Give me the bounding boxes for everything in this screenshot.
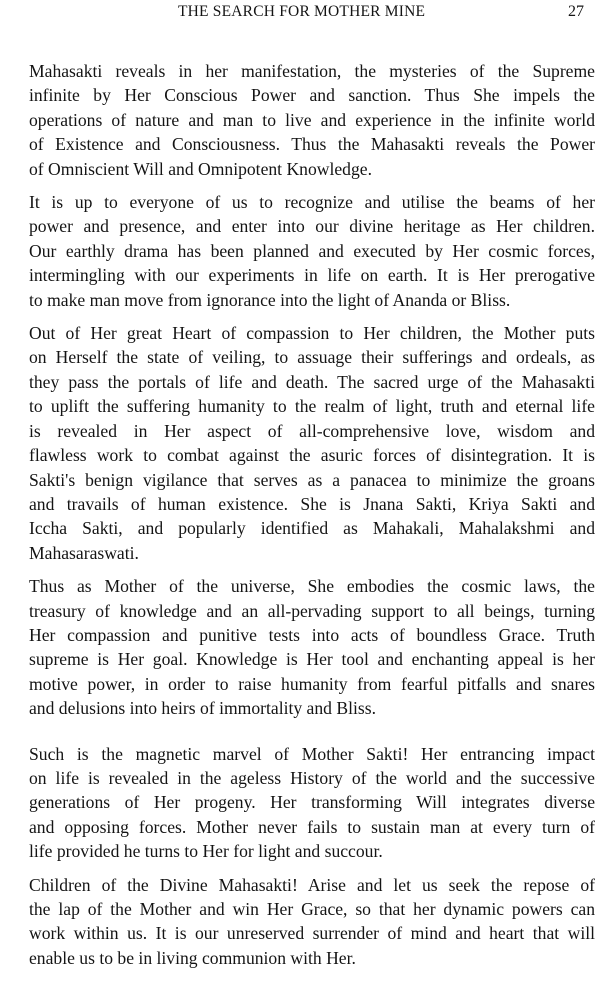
text-line: Iccha Sakti, and popularly identified as Mahakali, Mahalakshmi and: [29, 518, 595, 539]
text-line: life provided he turns to Her for light and succour.: [29, 841, 383, 862]
text-line: work within us. It is our unreserved surrender of mind and heart that will: [29, 923, 595, 944]
text-line: supreme is Her goal. Knowledge is Her tool and enchanting appeal is her: [29, 649, 595, 670]
text-line: motive power, in order to raise humanity from fearful pitfalls and snares: [29, 673, 595, 694]
text-line: on life is revealed in the ageless History of the world and the successive: [29, 767, 595, 788]
text-line: treasury of knowledge and an all-pervading support to all beings, turning: [29, 600, 595, 621]
text-line: Sakti's benign vigilance that serves as a panacea to minimize the groans: [29, 469, 595, 490]
text-line: Such is the magnetic marvel of Mother Sakti! Her entrancing impact: [29, 743, 595, 764]
text-line: It is up to everyone of us to recognize and utilise the beams of her: [29, 192, 595, 213]
paragraph-1: [29, 59, 595, 181]
text-line: generations of Her progeny. Her transforming Will integrates diverse: [29, 792, 595, 813]
text-line: infinite by Her Conscious Power and sanction. Thus She impels the: [29, 85, 595, 106]
text-line: Thus as Mother of the universe, She embodies the cosmic laws, the: [29, 576, 595, 597]
paragraph-3: [29, 321, 595, 565]
text-line: the lap of the Mother and win Her Grace, so that her dynamic powers can: [29, 899, 595, 919]
text-line: Mahasakti reveals in her manifestation, the mysteries of the Supreme: [29, 61, 595, 81]
text-line: Children of the Divine Mahasakti! Arise and let us seek the repose of: [29, 874, 595, 895]
text-line: Out of Her great Heart of compassion to Her children, the Mother puts: [29, 323, 595, 344]
text-line: and delusions into heirs of immortality and Bliss.: [29, 698, 376, 719]
text-line: flawless work to combat against the asuric forces of disintegration. It is: [29, 445, 595, 466]
body-text: [29, 59, 595, 970]
text-line: on Herself the state of veiling, to assuage their sufferings and ordeals, as: [29, 347, 595, 368]
text-line: enable us to be in living communion with Her.: [29, 947, 356, 968]
text-line: to uplift the suffering humanity to the realm of light, truth and eternal life: [29, 396, 595, 417]
text-line: of Omniscient Will and Omnipotent Knowledge.: [29, 158, 372, 179]
running-title: THE SEARCH FOR MOTHER MINE: [178, 3, 426, 20]
text-line: power and presence, and enter into our divine heritage as Her children.: [29, 216, 595, 237]
text-line: Mahasaraswati.: [29, 542, 139, 563]
paragraph-2: [29, 190, 595, 312]
text-line: and opposing forces. Mother never fails to sustain man at every turn of: [29, 816, 595, 837]
paragraph-6: [29, 873, 595, 971]
text-line: of Existence and Consciousness. Thus the Mahasakti reveals the Power: [29, 134, 595, 155]
paragraph-5: [29, 742, 595, 864]
text-line: Her compassion and punitive tests into acts of boundless Grace. Truth: [29, 624, 595, 645]
text-line: they pass the portals of life and death. The sacred urge of the Mahasakti: [29, 371, 595, 392]
page-number: 27: [568, 3, 584, 20]
text-line: intermingling with our experiments in life on earth. It is Her prerogative: [29, 265, 595, 286]
text-line: and travails of human existence. She is Jnana Sakti, Kriya Sakti and: [29, 493, 595, 514]
text-line: is revealed in Her aspect of all-comprehensive love, wisdom and: [29, 420, 595, 441]
text-line: Our earthly drama has been planned and executed by Her cosmic forces,: [29, 240, 595, 261]
paragraph-4: [29, 574, 595, 720]
text-line: to make man move from ignorance into the light of Ananda or Bliss.: [29, 289, 511, 310]
text-line: operations of nature and man to live and experience in the infinite world: [29, 109, 595, 130]
